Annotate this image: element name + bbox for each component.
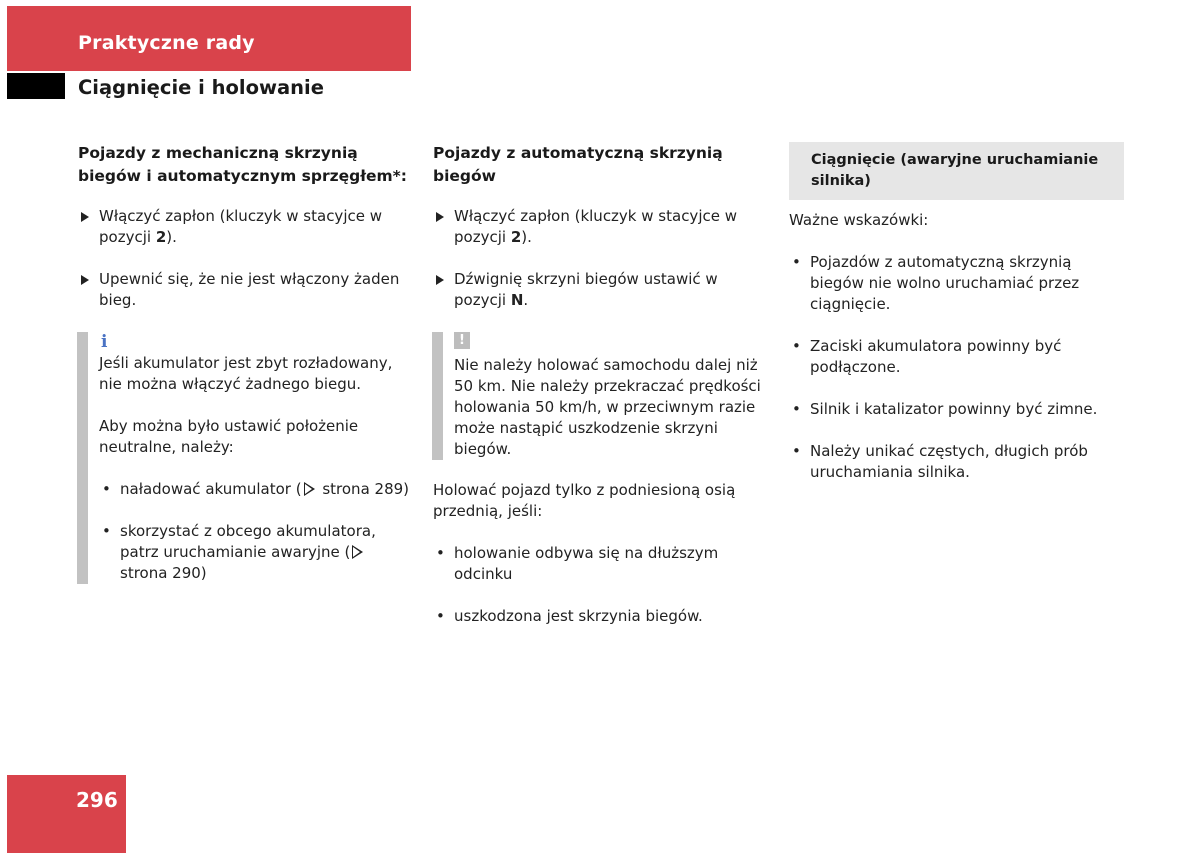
info-icon: i xyxy=(101,332,108,352)
step-check-gear: Upewnić się, że nie jest włączony żaden bieg. xyxy=(78,269,416,311)
arrow-right-icon xyxy=(81,212,89,222)
bullet-icon: • xyxy=(792,442,801,460)
list-item: • uszkodzona jest skrzynia biegów. xyxy=(436,607,703,625)
footer-bar xyxy=(7,775,126,853)
tow-start-heading-box: Ciągnięcie (awaryjne uruchamianie silnika) xyxy=(789,142,1124,200)
bullet-icon: • xyxy=(436,607,445,625)
arrow-right-icon xyxy=(81,275,89,285)
tow-start-intro: Ważne wskazówki: xyxy=(789,211,929,229)
page-reference-icon xyxy=(352,545,363,559)
note-paragraph: Jeśli akumulator jest zbyt rozładowany, nie można włączyć żadnego biegu. xyxy=(99,354,393,393)
list-item: • Silnik i katalizator powinny być zimne. xyxy=(792,400,1098,418)
page-title: Ciągnięcie i holowanie xyxy=(78,76,324,99)
towing-condition-text: Holować pojazd tylko z podniesioną osią przednią, jeśli: xyxy=(433,481,736,520)
note-paragraph: Aby można było ustawić położenie neutralne, należy: xyxy=(99,417,359,456)
page-reference-icon xyxy=(304,482,315,496)
step-gear-lever: Dźwignię skrzyni biegów ustawić w pozycji N. xyxy=(433,269,771,311)
warning-note xyxy=(432,332,771,460)
column-manual-transmission xyxy=(78,142,416,604)
bullet-icon: • xyxy=(102,522,111,540)
tow-start-list xyxy=(789,252,1124,483)
info-note xyxy=(77,332,416,584)
list-item: • Należy unikać częstych, długich prób uruchamiania silnika. xyxy=(792,442,1088,481)
bullet-icon: • xyxy=(436,544,445,562)
column-automatic-transmission xyxy=(433,142,771,648)
column-tow-start xyxy=(789,142,1124,504)
step-ignition-on: Włączyć zapłon (kluczyk w stacyjce w pozycji 2). xyxy=(433,206,771,248)
section-marker xyxy=(7,73,65,99)
note-list xyxy=(99,479,416,584)
warning-text: Nie należy holować samochodu dalej niż 50 km. Nie należy przekraczać prędkości holowania 50 km/h, w przeciwnym razie może nastąpić uszkodzenie skrzyni biegów. xyxy=(454,356,761,458)
column2-heading: Pojazdy z automatyczną skrzynią biegów xyxy=(433,144,723,185)
bullet-icon: • xyxy=(102,480,111,498)
towing-condition-list xyxy=(433,543,771,627)
bullet-icon: • xyxy=(792,400,801,418)
arrow-right-icon xyxy=(436,275,444,285)
page-number: 296 xyxy=(76,788,118,812)
section-title: Praktyczne rady xyxy=(78,32,255,54)
arrow-right-icon xyxy=(436,212,444,222)
list-item: • skorzystać z obcego akumulatora, patrz uruchamianie awaryjne ( strona 290) xyxy=(102,522,376,582)
bullet-icon: • xyxy=(792,253,801,271)
list-item: • Pojazdów z automatyczną skrzynią biegów nie wolno uruchamiać przez ciągnięcie. xyxy=(792,253,1080,313)
list-item: • holowanie odbywa się na dłuższym odcinku xyxy=(436,544,719,583)
bullet-icon: • xyxy=(792,337,801,355)
list-item: • naładować akumulator ( strona 289) xyxy=(102,480,410,498)
column1-heading: Pojazdy z mechaniczną skrzynią biegów i automatycznym sprzęgłem*: xyxy=(78,144,407,185)
warning-icon: ! xyxy=(454,332,470,349)
step-ignition-on: Włączyć zapłon (kluczyk w stacyjce w pozycji 2). xyxy=(78,206,416,248)
list-item: • Zaciski akumulatora powinny być podłączone. xyxy=(792,337,1062,376)
